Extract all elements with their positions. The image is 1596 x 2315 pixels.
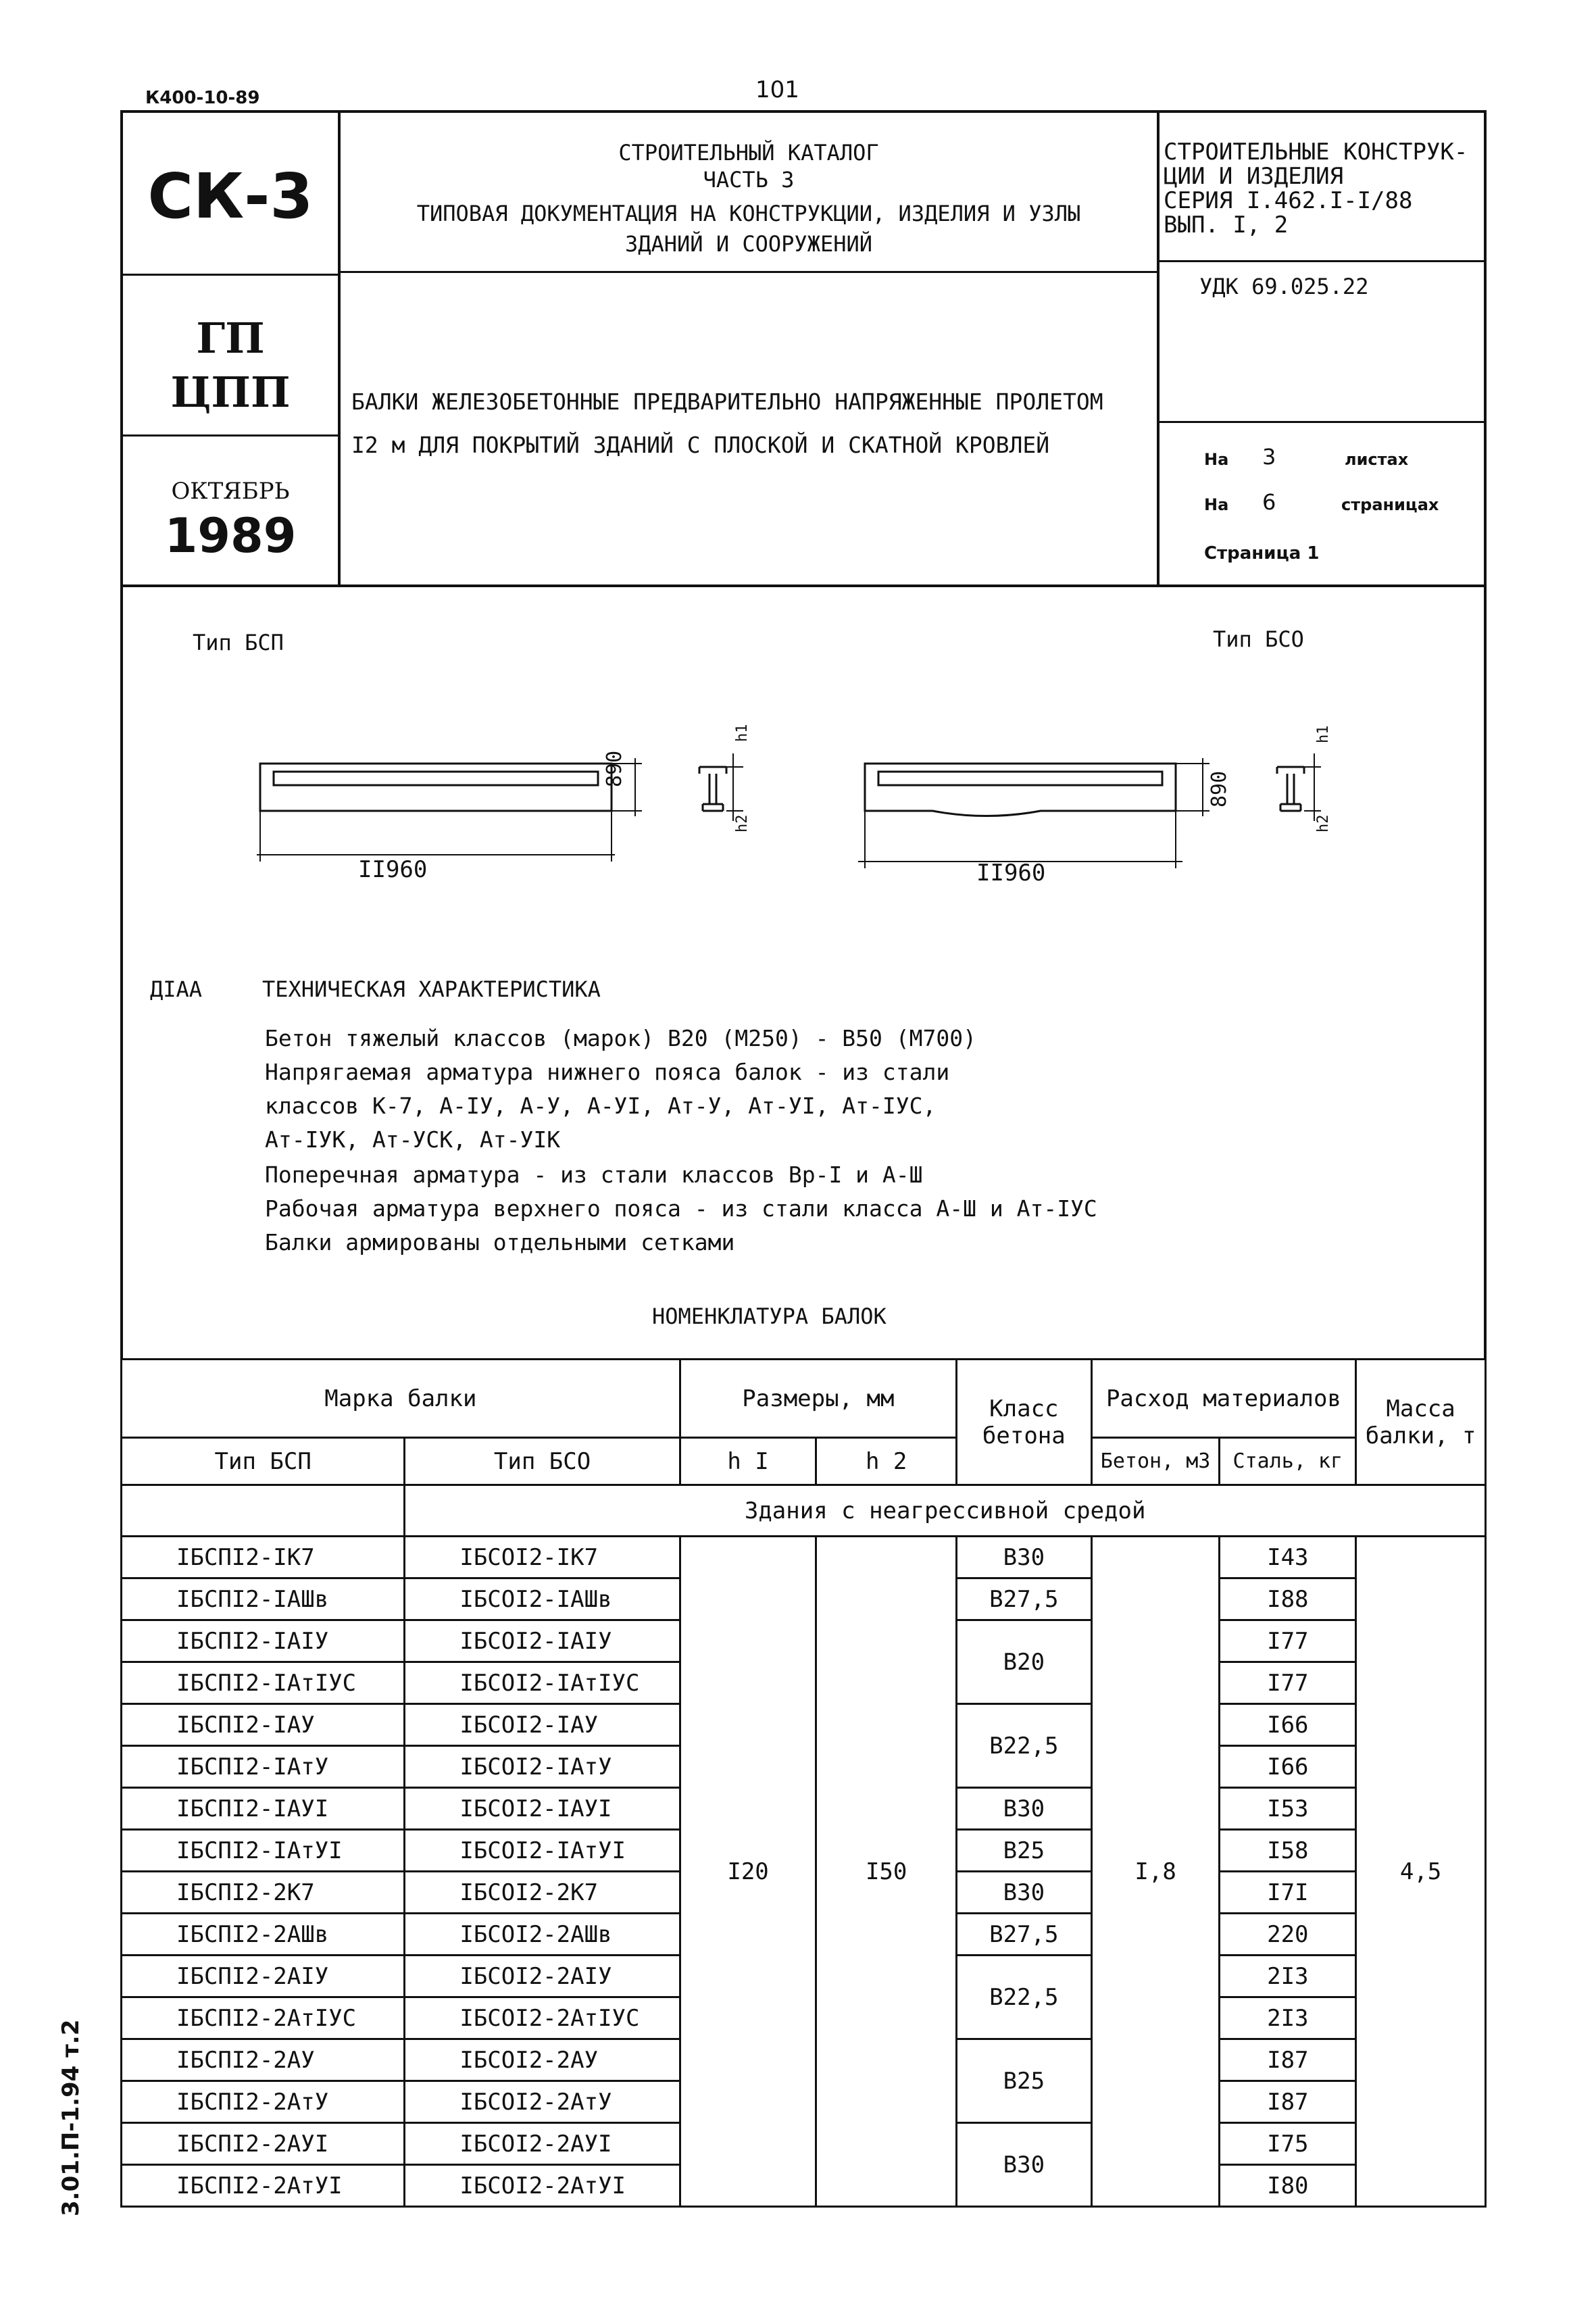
nomenclature-table (120, 1358, 1487, 2208)
mark-bso-cell: IБСОI2-2АУ (405, 2039, 680, 2081)
mark-bso-cell: IБСОI2-2АIУ (405, 1956, 680, 1997)
stamp-line-1 (120, 274, 341, 276)
mark-bso-cell: IБСОI2-IАIУ (405, 1620, 680, 1662)
mark-bsp-cell: IБСПI2-2АтУI (122, 2165, 405, 2207)
tech-heading: ТЕХНИЧЕСКАЯ ХАРАКТЕРИСТИКА (262, 976, 601, 1002)
tech-line: Бетон тяжелый классов (марок) В20 (М250) - В50 (М700) (265, 1025, 976, 1051)
frame-left (120, 110, 123, 1360)
steel-cell: I87 (1220, 2081, 1356, 2123)
tech-line: Ат-IУК, Ат-УСК, Ат-УIК (265, 1126, 561, 1153)
class-cell: В22,5 (956, 1956, 1091, 2039)
mark-bsp-cell: IБСПI2-IАтIУС (122, 1662, 405, 1704)
section-bottom-line (1157, 260, 1487, 262)
mark-bsp-cell: IБСПI2-IАШв (122, 1578, 405, 1620)
table-caption: НОМЕНКЛАТУРА БАЛОК (652, 1303, 887, 1329)
mark-bso-cell: IБСОI2-2К7 (405, 1872, 680, 1914)
steel-cell: 220 (1220, 1914, 1356, 1956)
section-row: Здания с неагрессивной средой (405, 1485, 1486, 1537)
mark-bso-cell: IБСОI2-2АтУI (405, 2165, 680, 2207)
sheets-count: 3 (1262, 444, 1276, 470)
doc-code: К400-10-89 (145, 88, 260, 108)
right-length-dim: II960 (976, 860, 1046, 887)
right-h1-label: h1 (1315, 725, 1332, 743)
catalog-line-4: ЗДАНИЙ И СООРУЖЕНИЙ (624, 231, 873, 257)
mark-bso-cell: IБСОI2-2АтУ (405, 2081, 680, 2123)
steel-cell: I77 (1220, 1662, 1356, 1704)
class-cell: В27,5 (956, 1578, 1091, 1620)
header-h2: h 2 (816, 1438, 957, 1485)
frame-top (120, 110, 1487, 113)
mark-bso-cell: IБСОI2-IАУI (405, 1788, 680, 1830)
pages-label: страницах (1341, 495, 1439, 514)
sheets-na: На (1204, 450, 1229, 469)
mark-bso-cell: IБСОI2-2АУI (405, 2123, 680, 2165)
header-steel: Сталь, кг (1220, 1438, 1356, 1485)
class-cell: В30 (956, 2123, 1091, 2207)
class-cell: В27,5 (956, 1914, 1091, 1956)
h2-cell: I50 (816, 1537, 957, 2207)
steel-cell: I43 (1220, 1537, 1356, 1578)
left-height-dim: 890 (603, 750, 626, 787)
tech-line: Рабочая арматура верхнего пояса - из стали класса А-Ш и Ат-IУС (265, 1195, 1097, 1222)
org-line-1: ГП (196, 314, 265, 363)
page-label: Страница 1 (1204, 543, 1320, 564)
type-bso-label: Тип БСО (1213, 626, 1304, 652)
catalog-line-1: СТРОИТЕЛЬНЫЙ КАТАЛОГ (618, 140, 879, 166)
right-divider (1157, 110, 1159, 584)
class-cell: В30 (956, 1537, 1091, 1578)
class-cell: В25 (956, 2039, 1091, 2123)
mark-bsp-cell: IБСПI2-2К7 (122, 1872, 405, 1914)
mark-bsp-cell: IБСПI2-2АУ (122, 2039, 405, 2081)
mark-bsp-cell: IБСПI2-IАУ (122, 1704, 405, 1746)
org-line-2: ЦПП (170, 368, 291, 417)
steel-cell: I80 (1220, 2165, 1356, 2207)
mark-bso-cell: IБСОI2-IАтУI (405, 1830, 680, 1872)
mark-bsp-cell: IБСПI2-IК7 (122, 1537, 405, 1578)
header-mass: Масса балки, т (1356, 1360, 1486, 1485)
steel-cell: I66 (1220, 1746, 1356, 1788)
mark-bsp-cell: IБСПI2-IАтУI (122, 1830, 405, 1872)
mark-bsp-cell: IБСПI2-IАIУ (122, 1620, 405, 1662)
right-height-dim: 890 (1207, 770, 1231, 807)
pages-na: На (1204, 495, 1229, 514)
steel-cell: I88 (1220, 1578, 1356, 1620)
tech-line: Напрягаемая арматура нижнего пояса балок - из стали (265, 1059, 950, 1085)
header-class: Класс бетона (956, 1360, 1091, 1485)
side-code: 3.01.П-1.94 т.2 (57, 2019, 84, 2216)
steel-cell: 2I3 (1220, 1997, 1356, 2039)
mark-bsp-cell: IБСПI2-2АтУ (122, 2081, 405, 2123)
section-line-4: ВЫП. I, 2 (1164, 211, 1289, 239)
right-h2-label: h2 (1315, 814, 1332, 832)
mark-bso-cell: IБСОI2-IК7 (405, 1537, 680, 1578)
header-type-bsp: Тип БСП (122, 1438, 405, 1485)
tech-line: Балки армированы отдельными сетками (265, 1229, 735, 1255)
class-cell: В20 (956, 1620, 1091, 1704)
mark-bso-cell: IБСОI2-2АШв (405, 1914, 680, 1956)
left-length-dim: II960 (358, 856, 428, 883)
dlaa-code: ДIАА (150, 976, 203, 1002)
header-bottom-line (120, 584, 1487, 587)
udk-code: УДК 69.025.22 (1199, 274, 1369, 299)
mass-cell: 4,5 (1356, 1537, 1486, 2207)
class-cell: В22,5 (956, 1704, 1091, 1788)
steel-cell: 2I3 (1220, 1956, 1356, 1997)
sheets-label: листах (1345, 450, 1409, 469)
left-h2-label: h2 (734, 814, 751, 832)
class-cell: В25 (956, 1830, 1091, 1872)
udk-bottom-line (1157, 421, 1487, 423)
steel-cell: I77 (1220, 1620, 1356, 1662)
series-code: СК-3 (147, 160, 314, 232)
mark-bsp-cell: IБСПI2-2АШв (122, 1914, 405, 1956)
steel-cell: I58 (1220, 1830, 1356, 1872)
table-row (122, 1537, 1486, 1578)
pages-count: 6 (1262, 489, 1276, 515)
steel-cell: I87 (1220, 2039, 1356, 2081)
steel-cell: I66 (1220, 1704, 1356, 1746)
mark-bso-cell: IБСОI2-IАтУ (405, 1746, 680, 1788)
mark-bsp-cell: IБСПI2-2АтIУС (122, 1997, 405, 2039)
mark-bsp-cell: IБСПI2-2АУI (122, 2123, 405, 2165)
tech-line: классов К-7, А-IУ, А-У, А-УI, Ат-У, Ат-УI, Ат-IУС, (265, 1093, 937, 1119)
mark-bsp-cell: IБСПI2-IАтУ (122, 1746, 405, 1788)
steel-cell: I53 (1220, 1788, 1356, 1830)
catalog-line-3: ТИПОВАЯ ДОКУМЕНТАЦИЯ НА КОНСТРУКЦИИ, ИЗДЕЛИЯ И УЗЛЫ (416, 201, 1081, 226)
page-number: 101 (755, 76, 799, 103)
type-bsp-label: Тип БСП (193, 630, 284, 655)
frame-right (1484, 110, 1487, 1360)
section-line-1: СТРОИТЕЛЬНЫЕ КОНСТРУК- (1164, 139, 1468, 166)
h1-cell: I20 (680, 1537, 816, 2207)
header-type-bso: Тип БСО (405, 1438, 680, 1485)
class-cell: В30 (956, 1788, 1091, 1830)
mark-bso-cell: IБСОI2-2АтIУС (405, 1997, 680, 2039)
mark-bsp-cell: IБСПI2-IАУI (122, 1788, 405, 1830)
left-h1-label: h1 (734, 724, 751, 742)
steel-cell: I7I (1220, 1872, 1356, 1914)
mark-bsp-cell: IБСПI2-2АIУ (122, 1956, 405, 1997)
section-line-2: ЦИИ И ИЗДЕЛИЯ (1164, 163, 1344, 190)
tech-line: Поперечная арматура - из стали классов Вр-I и А-Ш (265, 1162, 923, 1188)
title-line-1: БАЛКИ ЖЕЛЕЗОБЕТОННЫЕ ПРЕДВАРИТЕЛЬНО НАПРЯЖЕННЫЕ ПРОЛЕТОМ (351, 389, 1103, 415)
concrete-cell: I,8 (1091, 1537, 1220, 2207)
header-mark: Марка балки (122, 1360, 680, 1438)
catalog-line-2: ЧАСТЬ 3 (703, 167, 795, 193)
steel-cell: I75 (1220, 2123, 1356, 2165)
section-line-3: СЕРИЯ I.462.I-I/88 (1164, 187, 1413, 214)
mark-bso-cell: IБСОI2-IАУ (405, 1704, 680, 1746)
stamp-month: ОКТЯБРЬ (171, 478, 290, 505)
catalog-bottom-line (338, 271, 1159, 273)
header-materials: Расход материалов (1091, 1360, 1355, 1438)
title-line-2: I2 м ДЛЯ ПОКРЫТИЙ ЗДАНИЙ С ПЛОСКОЙ И СКАТНОЙ КРОВЛЕЙ (351, 432, 1050, 458)
stamp-line-2 (120, 434, 341, 437)
header-sizes: Размеры, мм (680, 1360, 956, 1438)
mark-bso-cell: IБСОI2-IАтIУС (405, 1662, 680, 1704)
class-cell: В30 (956, 1872, 1091, 1914)
mark-bso-cell: IБСОI2-IАШв (405, 1578, 680, 1620)
header-concrete: Бетон, м3 (1091, 1438, 1220, 1485)
header-h1: h I (680, 1438, 816, 1485)
stamp-year: 1989 (164, 508, 297, 564)
